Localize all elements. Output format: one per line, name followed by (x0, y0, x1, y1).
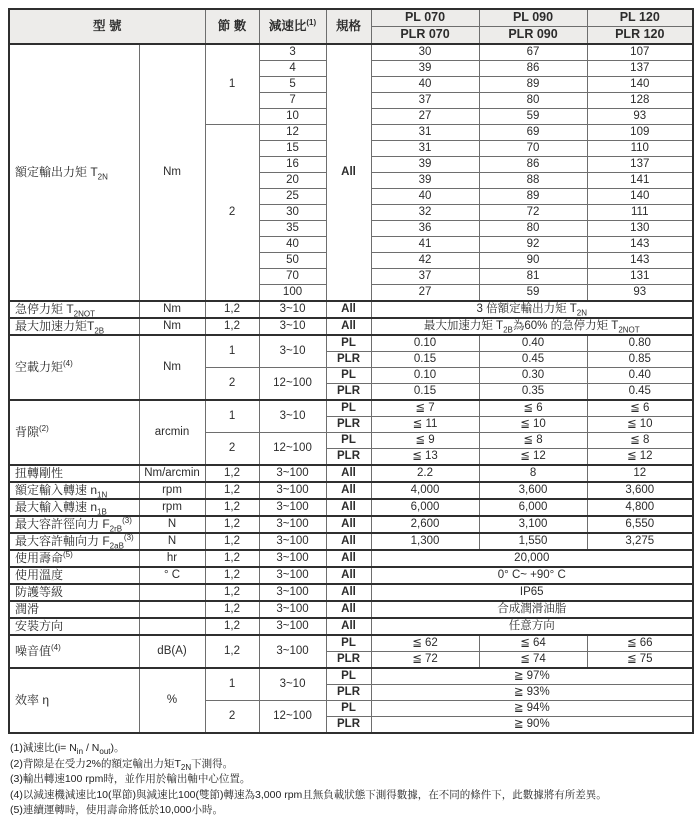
value-cell: 3,100 (479, 516, 587, 533)
ratio-cell: 3~100 (259, 618, 326, 635)
param-label-cell: 額定輸出力矩 $T_{2N}$ (9, 44, 139, 301)
footnote-ref: (3) (123, 533, 134, 543)
value-cell: 20,000 (371, 550, 693, 567)
ratio-cell: 50 (259, 253, 326, 269)
unit-cell (139, 601, 205, 618)
value-cell: 110 (587, 141, 693, 157)
value-cell: 67 (479, 44, 587, 61)
stage-cell: 1 (205, 400, 259, 433)
stage-cell: 1,2 (205, 482, 259, 499)
value-cell: 137 (587, 61, 693, 77)
header-product-pl-070: PL 070 (371, 9, 479, 27)
spec-cell: All (326, 533, 371, 550)
ratio-cell: 3~100 (259, 499, 326, 516)
value-cell: 31 (371, 125, 479, 141)
value-cell: 0.15 (371, 384, 479, 401)
header-product-plr-090: PLR 090 (479, 27, 587, 45)
table-row (9, 533, 693, 550)
value-cell: 31 (371, 141, 479, 157)
value-cell: ≦ 9 (371, 433, 479, 449)
stage-cell: 1,2 (205, 550, 259, 567)
value-cell: 0.40 (479, 335, 587, 352)
spec-cell: All (326, 601, 371, 618)
param-label-cell: 使用溫度 (9, 567, 139, 584)
value-cell: 0° C~ +90° C (371, 567, 693, 584)
value-cell: ≦ 74 (479, 652, 587, 669)
ratio-cell: 3~100 (259, 635, 326, 668)
value-cell: 8 (479, 465, 587, 482)
header-product-pl-090: PL 090 (479, 9, 587, 27)
ratio-cell: 3~100 (259, 533, 326, 550)
value-cell: 80 (479, 221, 587, 237)
value-cell: 39 (371, 157, 479, 173)
value-cell: 0.85 (587, 352, 693, 368)
value-cell: 107 (587, 44, 693, 61)
spec-cell: All (326, 465, 371, 482)
value-cell: 30 (371, 44, 479, 61)
ratio-cell: 25 (259, 189, 326, 205)
value-cell: 3,600 (587, 482, 693, 499)
stage-cell: 2 (205, 701, 259, 734)
table-row (9, 550, 693, 567)
value-cell: ≦ 6 (587, 400, 693, 417)
value-cell: 89 (479, 77, 587, 93)
spec-table-body (9, 44, 693, 733)
param-label-cell: 防護等級 (9, 584, 139, 601)
ratio-cell: 3~10 (259, 668, 326, 701)
stage-cell: 1,2 (205, 618, 259, 635)
ratio-cell: 15 (259, 141, 326, 157)
value-cell: ≧ 97% (371, 668, 693, 685)
subscript: 1B (97, 507, 107, 516)
footnote-ref: (5) (63, 550, 73, 560)
subscript: 2B (503, 325, 513, 335)
stage-cell: 1,2 (205, 499, 259, 516)
value-cell: ≧ 90% (371, 717, 693, 734)
ratio-cell: 3~10 (259, 301, 326, 318)
table-row (9, 335, 693, 352)
value-cell: 12 (587, 465, 693, 482)
value-cell: 最大加速力矩 $T_{2B}$為60% 的急停力矩 $T_{2NOT}$ (371, 318, 693, 335)
header-product-plr-120: PLR 120 (587, 27, 693, 45)
header-ratio-footnote-ref: (1) (306, 17, 317, 27)
ratio-cell: 3 (259, 44, 326, 61)
spec-cell: PL (326, 335, 371, 352)
spec-cell: All (326, 618, 371, 635)
spec-cell: All (326, 482, 371, 499)
value-cell: ≦ 7 (371, 400, 479, 417)
value-cell: 0.35 (479, 384, 587, 401)
unit-cell: rpm (139, 482, 205, 499)
value-cell: 131 (587, 269, 693, 285)
value-cell: ≦ 72 (371, 652, 479, 669)
value-cell: 143 (587, 253, 693, 269)
param-label-cell: 額定輸入轉速 $n_{1N}$ (9, 482, 139, 499)
unit-cell: rpm (139, 499, 205, 516)
value-cell: 27 (371, 109, 479, 125)
value-cell: 0.80 (587, 335, 693, 352)
ratio-cell: 3~100 (259, 584, 326, 601)
spec-cell: PL (326, 368, 371, 384)
ratio-cell: 40 (259, 237, 326, 253)
value-cell: 89 (479, 189, 587, 205)
value-cell: 6,000 (479, 499, 587, 516)
unit-cell: Nm (139, 335, 205, 400)
subscript: 2NOT (618, 325, 640, 335)
value-cell: 141 (587, 173, 693, 189)
value-cell: 59 (479, 285, 587, 302)
value-cell: 90 (479, 253, 587, 269)
spec-cell: All (326, 567, 371, 584)
ratio-cell: 3~100 (259, 601, 326, 618)
ratio-cell: 16 (259, 157, 326, 173)
unit-cell: ° C (139, 567, 205, 584)
param-label-cell: 最大容許徑向力 $F_{2rB}^{(3)}$ (9, 516, 139, 533)
value-cell: 3 倍額定輸出力矩 $T_{2N}$ (371, 301, 693, 318)
ratio-cell: 3~10 (259, 318, 326, 335)
table-row (9, 44, 693, 61)
table-row (9, 301, 693, 318)
value-cell: ≦ 6 (479, 400, 587, 417)
value-cell: 0.30 (479, 368, 587, 384)
param-label-cell: 扭轉剛性 (9, 465, 139, 482)
header-row-1 (9, 9, 693, 27)
unit-cell: hr (139, 550, 205, 567)
param-label-cell: 潤滑 (9, 601, 139, 618)
spec-cell: PLR (326, 449, 371, 466)
param-label-cell: 最大加速力矩$T_{2B}$ (9, 318, 139, 335)
value-cell: ≦ 62 (371, 635, 479, 652)
footnotes (8, 741, 692, 819)
stage-cell: 1,2 (205, 635, 259, 668)
value-cell: ≦ 12 (479, 449, 587, 466)
value-cell: 3,275 (587, 533, 693, 550)
value-cell: 39 (371, 61, 479, 77)
value-cell: 6,550 (587, 516, 693, 533)
ratio-cell: 7 (259, 93, 326, 109)
table-row (9, 482, 693, 499)
header-product-plr-070: PLR 070 (371, 27, 479, 45)
value-cell: 4,800 (587, 499, 693, 516)
value-cell: 32 (371, 205, 479, 221)
value-cell: 109 (587, 125, 693, 141)
ratio-cell: 3~100 (259, 482, 326, 499)
subscript: 2N (97, 172, 108, 182)
spec-cell: PL (326, 701, 371, 717)
value-cell: 86 (479, 61, 587, 77)
value-cell: 130 (587, 221, 693, 237)
stage-cell: 1,2 (205, 601, 259, 618)
value-cell: 1,550 (479, 533, 587, 550)
unit-cell (139, 584, 205, 601)
value-cell: 0.10 (371, 335, 479, 352)
param-label-cell: 背隙$^{(2)}$ (9, 400, 139, 465)
subscript: 2NOT (73, 309, 96, 318)
footnote-line: (2)背隙是在受力2%的額定輸出力矩$T_{2N}$下測得。 (10, 757, 234, 772)
table-row (9, 635, 693, 652)
spec-cell: PLR (326, 652, 371, 669)
param-label-cell: 最大容許軸向力 $F_{2aB}^{(3)}$ (9, 533, 139, 550)
value-cell: 36 (371, 221, 479, 237)
spec-table-header (9, 9, 693, 44)
value-cell: 2,600 (371, 516, 479, 533)
ratio-cell: 35 (259, 221, 326, 237)
subscript: 2rB (109, 524, 123, 533)
table-row (9, 567, 693, 584)
header-stages: 節 數 (205, 9, 259, 44)
table-row (9, 318, 693, 335)
value-cell: ≦ 64 (479, 635, 587, 652)
value-cell: 92 (479, 237, 587, 253)
ratio-cell: 3~100 (259, 516, 326, 533)
value-cell: 3,600 (479, 482, 587, 499)
footnote-ref: (4) (63, 359, 73, 369)
value-cell: ≦ 10 (479, 417, 587, 433)
spec-cell: PLR (326, 417, 371, 433)
spec-cell: PLR (326, 384, 371, 401)
spec-cell: All (326, 44, 371, 301)
value-cell: 81 (479, 269, 587, 285)
header-ratio (259, 9, 326, 44)
ratio-cell: 4 (259, 61, 326, 77)
value-cell: 40 (371, 77, 479, 93)
footnote-line: (5)連續運轉時，使用壽命將低於10,000小時。 (10, 804, 223, 816)
footnote-line: (1)減速比$(i= N_{in} / N_{out})$。 (10, 742, 125, 757)
value-cell: 59 (479, 109, 587, 125)
stage-cell: 2 (205, 368, 259, 401)
table-row (9, 499, 693, 516)
value-cell: 72 (479, 205, 587, 221)
stage-cell: 1,2 (205, 533, 259, 550)
value-cell: 70 (479, 141, 587, 157)
ratio-cell: 30 (259, 205, 326, 221)
value-cell: 140 (587, 189, 693, 205)
param-label-cell: 使用壽命$^{(5)}$ (9, 550, 139, 567)
spec-cell: All (326, 584, 371, 601)
subscript: out (99, 747, 111, 757)
subscript: 2N (576, 308, 588, 318)
value-cell: 任意方向 (371, 618, 693, 635)
spec-cell: PLR (326, 717, 371, 734)
unit-cell: N (139, 533, 205, 550)
unit-cell: dB(A) (139, 635, 205, 668)
footnote-ref: (3) (122, 516, 132, 526)
value-cell: 86 (479, 157, 587, 173)
stage-cell: 1,2 (205, 567, 259, 584)
stage-cell: 1 (205, 335, 259, 368)
value-cell: ≦ 75 (587, 652, 693, 669)
value-cell: 合成潤滑油脂 (371, 601, 693, 618)
value-cell: 93 (587, 109, 693, 125)
subscript: 1N (97, 490, 108, 499)
ratio-cell: 12~100 (259, 433, 326, 466)
value-cell: ≦ 10 (587, 417, 693, 433)
param-label-cell: 最大輸入轉速 $n_{1B}$ (9, 499, 139, 516)
value-cell: ≧ 94% (371, 701, 693, 717)
footnote-ref: (2) (39, 424, 49, 434)
value-cell: 0.45 (587, 384, 693, 401)
value-cell: 1,300 (371, 533, 479, 550)
value-cell: 140 (587, 77, 693, 93)
stage-cell: 1,2 (205, 584, 259, 601)
table-row (9, 400, 693, 417)
spec-cell: PL (326, 433, 371, 449)
param-label-cell: 噪音值$^{(4)}$ (9, 635, 139, 668)
header-ratio-label: 減速比 (268, 18, 307, 33)
spec-cell: PLR (326, 352, 371, 368)
stage-cell: 1 (205, 44, 259, 125)
value-cell: 0.40 (587, 368, 693, 384)
spec-cell: All (326, 301, 371, 318)
table-row (9, 668, 693, 685)
value-cell: ≦ 11 (371, 417, 479, 433)
param-label-cell: 空載力矩$^{(4)}$ (9, 335, 139, 400)
value-cell: 39 (371, 173, 479, 189)
value-cell: ≧ 93% (371, 685, 693, 701)
spec-cell: All (326, 550, 371, 567)
ratio-cell: 12~100 (259, 368, 326, 401)
stage-cell: 2 (205, 125, 259, 302)
value-cell: ≦ 8 (479, 433, 587, 449)
stage-cell: 1,2 (205, 465, 259, 482)
spec-cell: All (326, 499, 371, 516)
ratio-cell: 3~10 (259, 335, 326, 368)
table-row (9, 465, 693, 482)
spec-cell: PL (326, 400, 371, 417)
unit-cell: Nm (139, 301, 205, 318)
ratio-cell: 3~100 (259, 465, 326, 482)
ratio-cell: 3~10 (259, 400, 326, 433)
spec-cell: All (326, 516, 371, 533)
spec-cell: PL (326, 635, 371, 652)
value-cell: 88 (479, 173, 587, 189)
unit-cell: N (139, 516, 205, 533)
spec-cell: PL (326, 668, 371, 685)
value-cell: 80 (479, 93, 587, 109)
value-cell: ≦ 12 (587, 449, 693, 466)
unit-cell: Nm (139, 44, 205, 301)
spec-table (8, 8, 694, 734)
header-model: 型 號 (9, 9, 205, 44)
value-cell: 128 (587, 93, 693, 109)
stage-cell: 2 (205, 433, 259, 466)
ratio-cell: 3~100 (259, 550, 326, 567)
param-label-cell: 效率 η (9, 668, 139, 733)
ratio-cell: 12~100 (259, 701, 326, 734)
stage-cell: 1 (205, 668, 259, 701)
ratio-cell: 12 (259, 125, 326, 141)
value-cell: 37 (371, 269, 479, 285)
value-cell: IP65 (371, 584, 693, 601)
value-cell: 27 (371, 285, 479, 302)
value-cell: 40 (371, 189, 479, 205)
table-row (9, 516, 693, 533)
value-cell: ≦ 66 (587, 635, 693, 652)
stage-cell: 1,2 (205, 318, 259, 335)
header-product-pl-120: PL 120 (587, 9, 693, 27)
value-cell: 4,000 (371, 482, 479, 499)
value-cell: 6,000 (371, 499, 479, 516)
value-cell: 111 (587, 205, 693, 221)
ratio-cell: 70 (259, 269, 326, 285)
value-cell: ≦ 13 (371, 449, 479, 466)
table-row (9, 584, 693, 601)
value-cell: 143 (587, 237, 693, 253)
unit-cell (139, 618, 205, 635)
table-row (9, 601, 693, 618)
spec-cell: PLR (326, 685, 371, 701)
unit-cell: Nm/arcmin (139, 465, 205, 482)
ratio-cell: 3~100 (259, 567, 326, 584)
value-cell: ≦ 8 (587, 433, 693, 449)
value-cell: 37 (371, 93, 479, 109)
ratio-cell: 20 (259, 173, 326, 189)
header-spec: 規格 (326, 9, 371, 44)
subscript: 2aB (109, 541, 124, 550)
ratio-cell: 5 (259, 77, 326, 93)
unit-cell: arcmin (139, 400, 205, 465)
value-cell: 0.10 (371, 368, 479, 384)
value-cell: 69 (479, 125, 587, 141)
value-cell: 42 (371, 253, 479, 269)
value-cell: 41 (371, 237, 479, 253)
param-label-cell: 安裝方向 (9, 618, 139, 635)
value-cell: 137 (587, 157, 693, 173)
unit-cell: Nm (139, 318, 205, 335)
value-cell: 93 (587, 285, 693, 302)
value-cell: 0.15 (371, 352, 479, 368)
ratio-cell: 100 (259, 285, 326, 302)
spec-cell: All (326, 318, 371, 335)
value-cell: 0.45 (479, 352, 587, 368)
footnote-ref: (4) (51, 643, 61, 653)
param-label-cell: 急停力矩 $T_{2NOT}$ (9, 301, 139, 318)
stage-cell: 1,2 (205, 301, 259, 318)
stage-cell: 1,2 (205, 516, 259, 533)
ratio-cell: 10 (259, 109, 326, 125)
footnote-line: (4)以減速機減速比10(單節)與減速比100(雙節)轉速為3,000 rpm且無負載狀態下測得數據，在不同的條件下，此數據將有所差異。 (10, 788, 607, 801)
subscript: 2B (94, 326, 105, 335)
table-row (9, 618, 693, 635)
subscript: 2N (180, 762, 192, 772)
footnote-line: (3)輸出轉速100 rpm時，並作用於輸出軸中心位置。 (10, 773, 251, 785)
unit-cell: % (139, 668, 205, 733)
value-cell: 2.2 (371, 465, 479, 482)
subscript: in (76, 747, 84, 757)
